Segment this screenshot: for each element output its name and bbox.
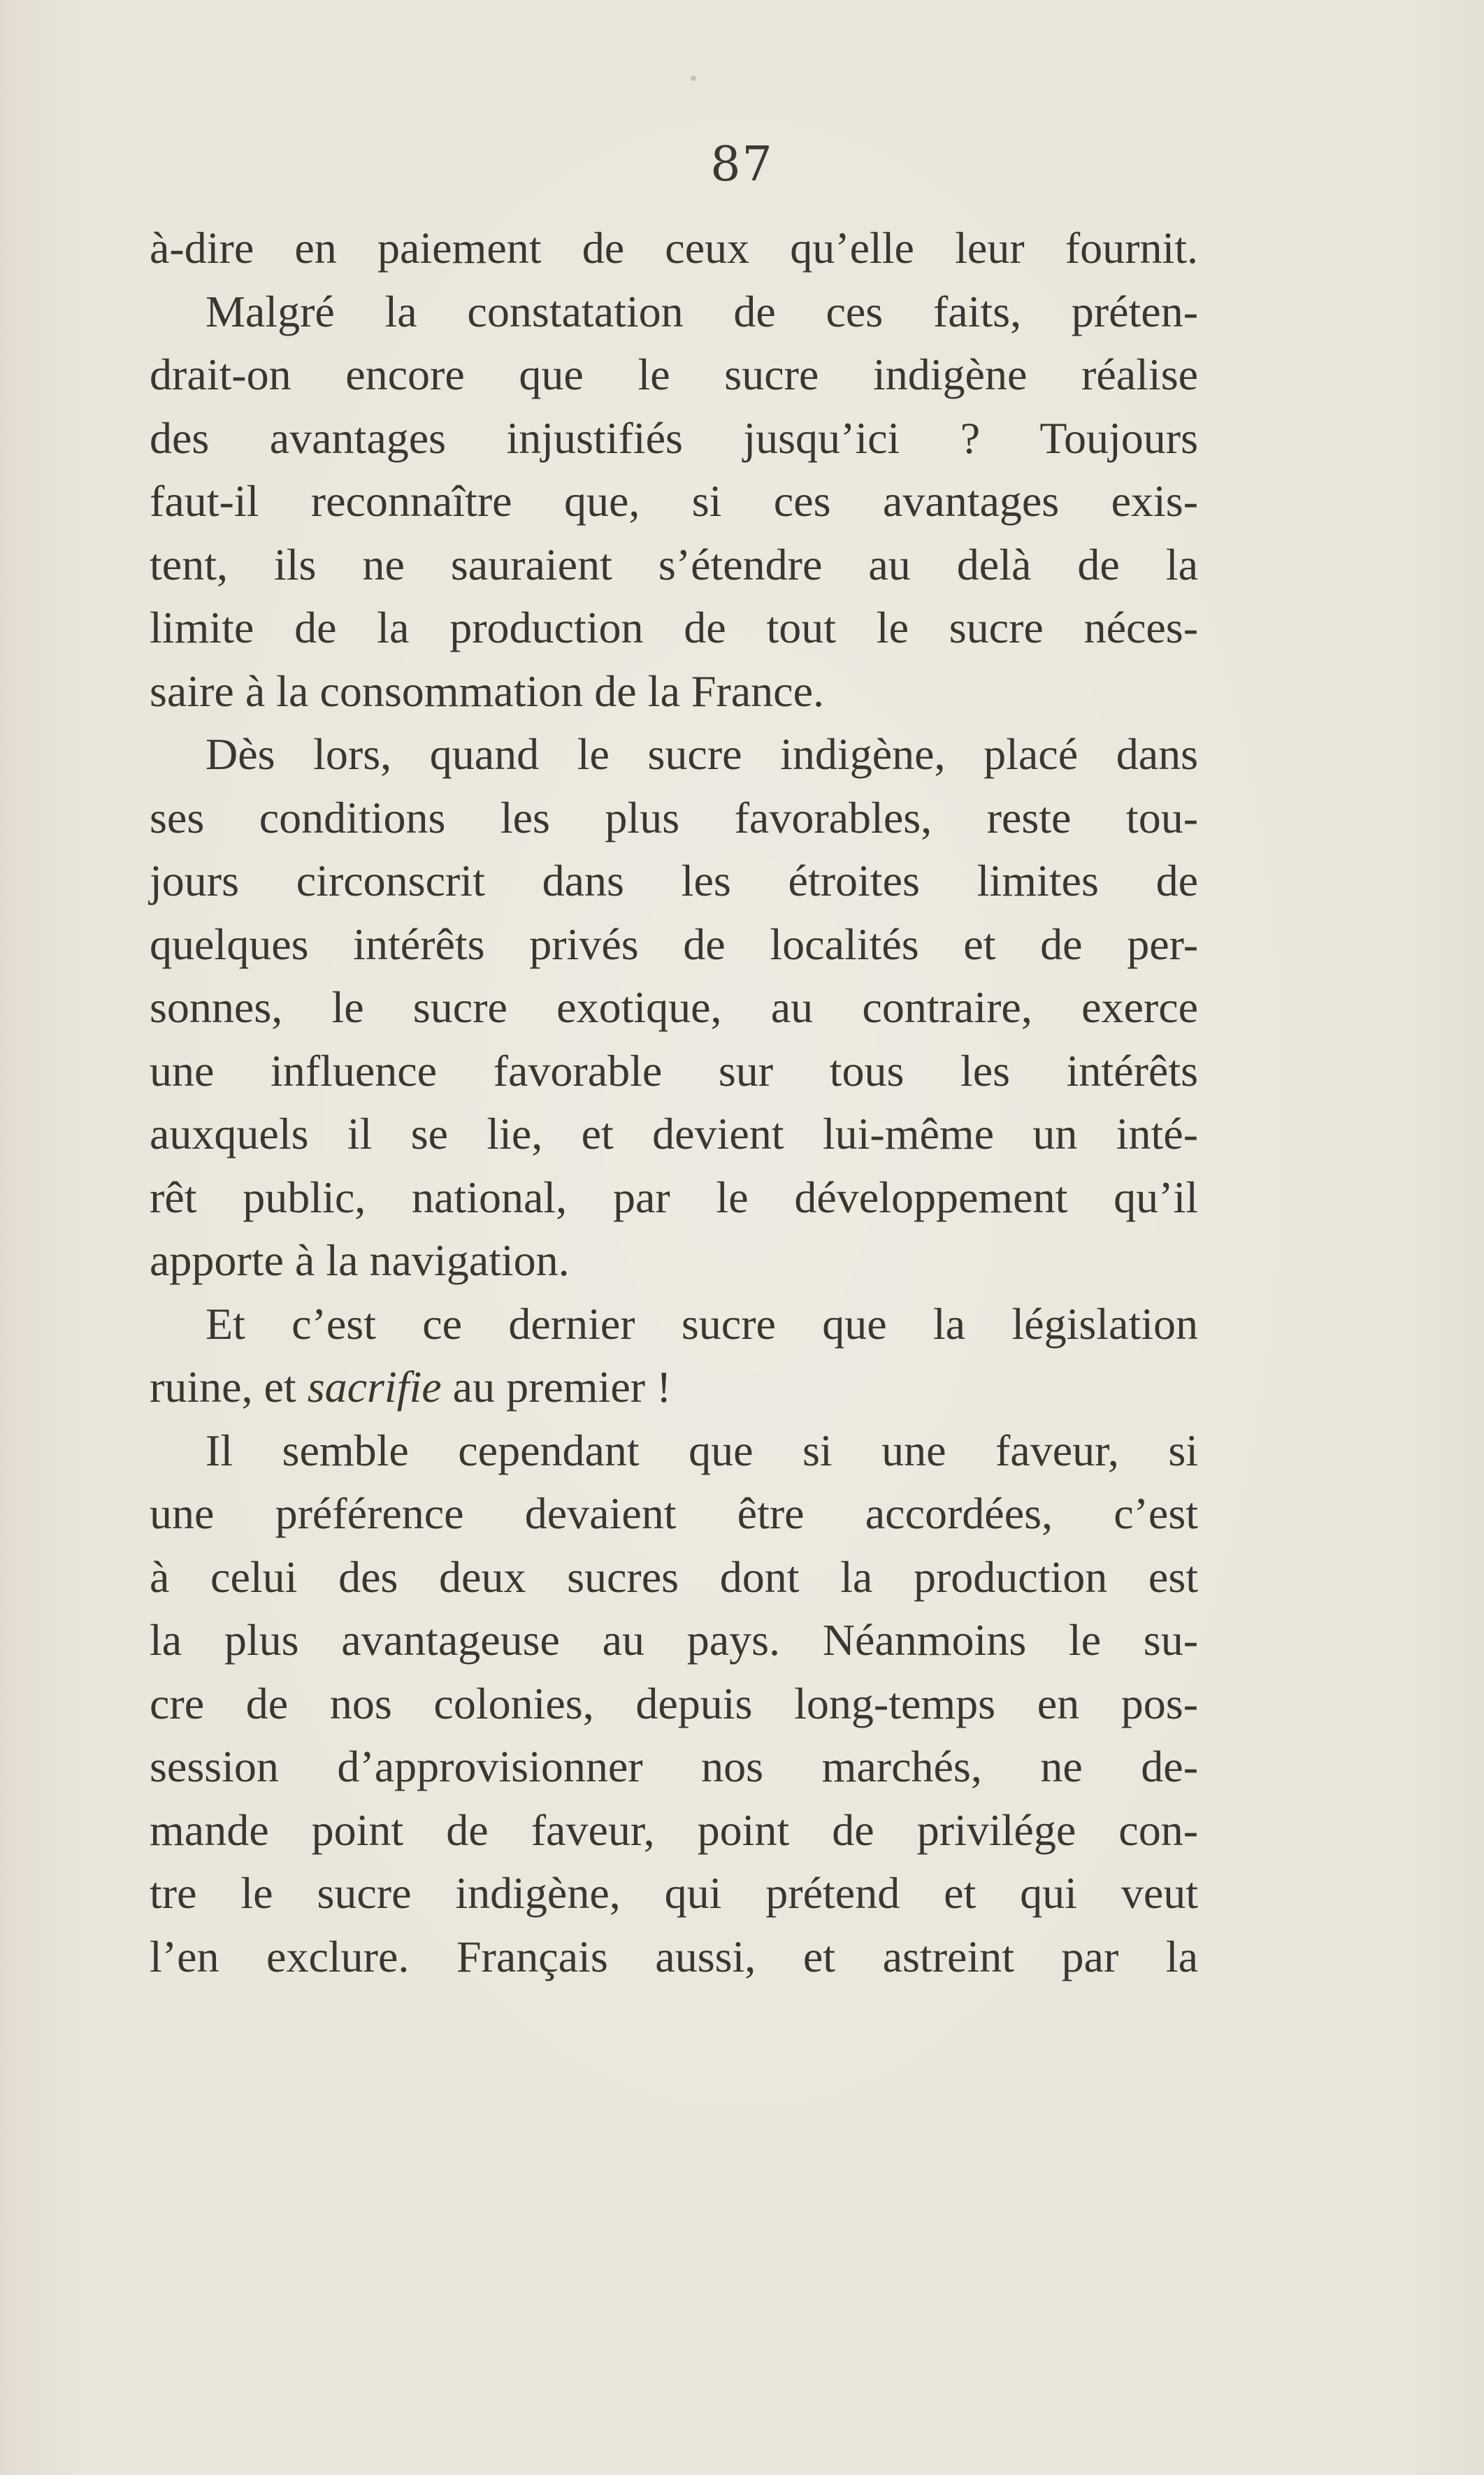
text-line: Il semble cependant que si une faveur, si [206,1425,1198,1475]
text-line: saire à la consommation de la France. [150,666,824,716]
text-line: drait-on encore que le sucre indigène réalise [150,350,1198,399]
text-line: auxquels il se lie, et devient lui-même un inté- [150,1109,1198,1158]
page-number: 87 [710,137,774,192]
text-line: rêt public, national, par le développement qu’il [150,1172,1198,1222]
body-text [150,217,1198,1988]
text-line: ses conditions les plus favorables, reste tou- [150,792,1198,842]
text-line: mande point de faveur, point de privilége con- [150,1805,1198,1855]
text-line: à-dire en paiement de ceux qu’elle leur fournit. [150,223,1198,273]
text-line: à celui des deux sucres dont la production est [150,1551,1198,1602]
ink-spot [691,76,696,81]
text-line: la plus avantageuse au pays. Néanmoins le su- [150,1615,1198,1665]
text-line: l’en exclure. Français aussi, et astreint par la [150,1931,1198,1981]
text-line: Dès lors, quand le sucre indigène, placé dans [206,729,1198,779]
text-line: une influence favorable sur tous les intérêts [150,1045,1198,1096]
text-line: tent, ils ne sauraient s’étendre au delà de la [150,539,1198,589]
text-line: Malgré la constatation de ces faits, préten- [206,286,1198,336]
text-line: tre le sucre indigène, qui prétend et qui veut [150,1868,1198,1918]
text-line: Et c’est ce dernier sucre que la législation [206,1298,1198,1349]
text-line: sonnes, le sucre exotique, au contraire, exerce [150,982,1198,1032]
text-line: quelques intérêts privés de localités et de per- [150,919,1198,969]
text-line: session d’approvisionner nos marchés, ne de- [150,1742,1198,1791]
italic-word: sacrifie [307,1362,442,1412]
text-line: apporte à la navigation. [150,1235,570,1285]
text-line: une préférence devaient être accordées, c’est [150,1488,1198,1538]
text-line: cre de nos colonies, depuis long-temps en pos- [150,1678,1198,1728]
text-line-with-italic [150,1356,1198,1419]
text-line: limite de la production de tout le sucre néces- [150,603,1198,652]
text-line: faut-il reconnaître que, si ces avantages exis- [150,476,1198,526]
text-line: des avantages injustifiés jusqu’ici ? Toujours [150,412,1198,463]
text-fragment: au premier ! [441,1362,672,1412]
text-fragment: ruine, et [150,1362,308,1412]
text-line: jours circonscrit dans les étroites limites de [150,856,1198,905]
